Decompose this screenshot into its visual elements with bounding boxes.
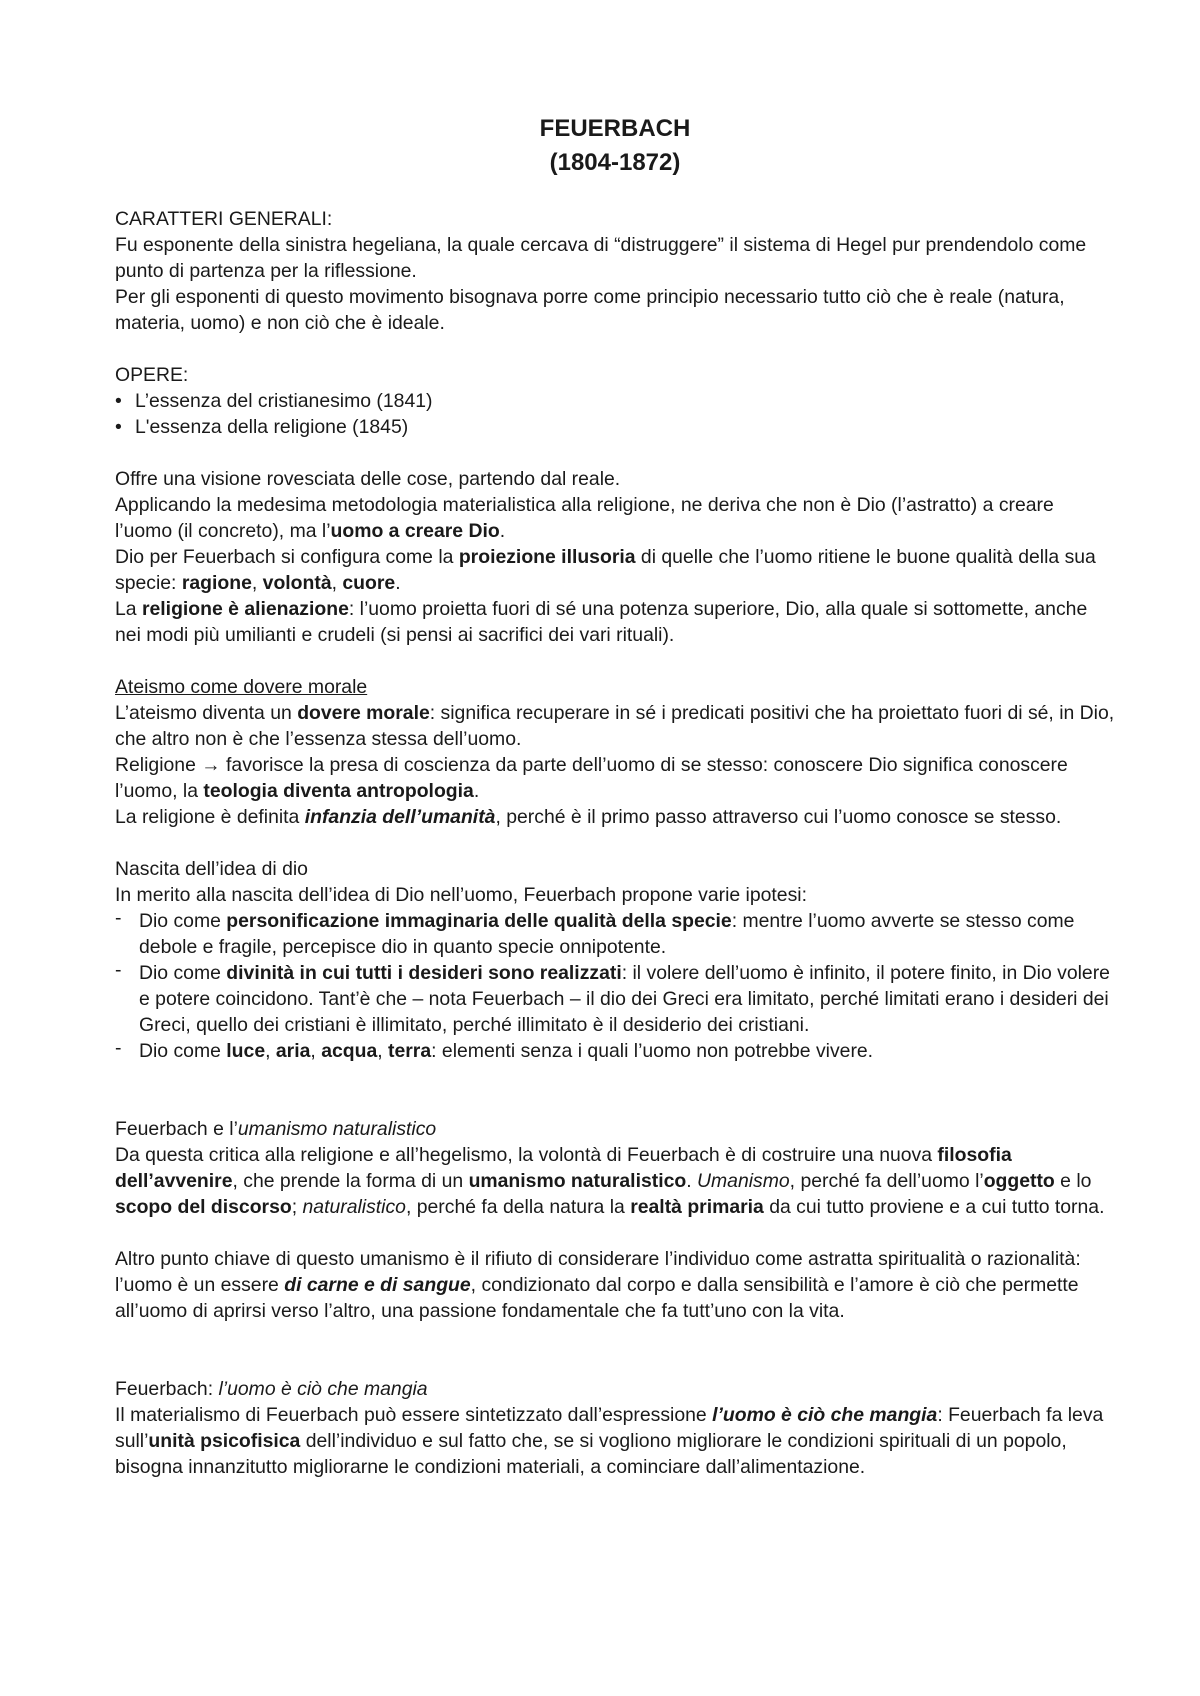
section-caratteri-generali — [115, 206, 1115, 336]
dash-icon: - — [115, 959, 122, 981]
page-title: FEUERBACH — [539, 115, 691, 142]
page-subtitle-dates: (1804-1872) — [549, 149, 681, 176]
section-nascita — [115, 856, 1115, 1064]
section-ateismo — [115, 674, 1115, 830]
list-item: - Dio come divinità in cui tutti i desideri sono realizzati: il volere dell’uomo è infinito, il potere finito, in Dio volere e potere coincidono. Tant’è che – nota Feuerbach – il dio dei Greci era limitato, perché limitati erano i desideri dei Greci, quello dei cristiani è illimitato, perché illimitato è il desiderio dei cristiani. — [115, 959, 1110, 1036]
list-item: - Dio come luce, aria, acqua, terra: elementi senza i quali l’uomo non potrebbe vivere. — [115, 1037, 874, 1062]
visione-line-1: Offre una visione rovesciata delle cose, partendo dal reale. — [115, 468, 621, 490]
visione-paragraph-2: Applicando la medesima metodologia materialistica alla religione, ne deriva che non è Dio (l’astratto) a creare l’uomo (il concreto), ma l’uomo a creare Dio. — [115, 494, 1054, 542]
document-page — [115, 112, 1115, 1480]
list-item: - Dio come personificazione immaginaria delle qualità della specie: mentre l’uomo avverte se stesso come debole e fragile, percepisce dio in quanto specie onnipotente. — [115, 907, 1075, 958]
visione-paragraph-3: Dio per Feuerbach si configura come la proiezione illusoria di quelle che l’uomo ritiene le buone qualità della sua specie: ragione, volontà, cuore. — [115, 546, 1096, 594]
nascita-heading: Nascita dell’idea di dio — [115, 858, 308, 880]
ateismo-paragraph-2: Religione → favorisce la presa di coscienza da parte dell’uomo di se stesso: conoscere Dio significa conoscere l’uomo, la teologia diventa antropologia. — [115, 754, 1068, 802]
section-mangia — [115, 1376, 1115, 1480]
caratteri-paragraph-2: Per gli esponenti di questo movimento bisognava porre come principio necessario tutto ciò che è reale (natura, materia, uomo) e non ciò che è ideale. — [115, 286, 1065, 334]
ateismo-paragraph-3: La religione è definita infanzia dell’umanità, perché è il primo passo attraverso cui l’uomo conosce se stesso. — [115, 806, 1062, 828]
umanismo-heading: Feuerbach e l’umanismo naturalistico — [115, 1118, 437, 1140]
mangia-heading: Feuerbach: l’uomo è ciò che mangia — [115, 1378, 428, 1400]
section-visione — [115, 466, 1115, 648]
ateismo-heading: Ateismo come dovere morale — [115, 676, 368, 698]
opere-heading: OPERE: — [115, 364, 189, 386]
dash-icon: - — [115, 907, 122, 929]
nascita-intro: In merito alla nascita dell’idea di Dio nell’uomo, Feuerbach propone varie ipotesi: — [115, 884, 807, 906]
mangia-paragraph-1: Il materialismo di Feuerbach può essere sintetizzato dall’espressione l’uomo è ciò che mangia: Feuerbach fa leva sull’unità psicofisica dell’individuo e sul fatto che, se si vogliono migliorare le condizioni spirituali di un popolo, bisogna innanzitutto migliorarne le condizioni materiali, a cominciare dall’alimentazione. — [115, 1404, 1104, 1478]
visione-paragraph-4: La religione è alienazione: l’uomo proietta fuori di sé una potenza superiore, Dio, alla quale si sottomette, anche nei modi più umilianti e crudeli (si pensi ai sacrifici dei vari rituali). — [115, 598, 1088, 646]
caratteri-paragraph-1: Fu esponente della sinistra hegeliana, la quale cercava di “distruggere” il sistema di Hegel pur prendendolo come punto di partenza per la riflessione. — [115, 234, 1087, 282]
list-item: • L’essenza del cristianesimo (1841) — [115, 390, 433, 412]
caratteri-heading: CARATTERI GENERALI: — [115, 208, 333, 230]
arrow-right-icon: → — [201, 754, 221, 776]
umanismo-paragraph-2: Altro punto chiave di questo umanismo è il rifiuto di considerare l’individuo come astratta spiritualità o razionalità: l’uomo è un essere di carne e di sangue, condizionato dal corpo e dalla sensibilità e l’amore è ciò che permette all’uomo di aprirsi verso l’altro, una passione fondamentale che fa tutt’uno con la vita. — [115, 1248, 1081, 1322]
dash-icon: - — [115, 1037, 122, 1059]
section-umanismo — [115, 1116, 1115, 1324]
section-opere — [115, 362, 1115, 440]
ateismo-paragraph-1: L’ateismo diventa un dovere morale: significa recuperare in sé i predicati positivi che ha proiettato fuori di sé, in Dio, che altro non è che l’essenza stessa dell’uomo. — [115, 702, 1115, 750]
bullet-icon: • — [115, 416, 122, 438]
umanismo-paragraph-1: Da questa critica alla religione e all’hegelismo, la volontà di Feuerbach è di costruire una nuova filosofia dell’avvenire, che prende la forma di un umanismo naturalistico. Umanismo, perché fa dell’uomo l’oggetto e lo scopo del discorso; naturalistico, perché fa della natura la realtà primaria da cui tutto proviene e a cui tutto torna. — [115, 1144, 1105, 1218]
bullet-icon: • — [115, 390, 122, 412]
list-item: • L'essenza della religione (1845) — [115, 416, 409, 438]
